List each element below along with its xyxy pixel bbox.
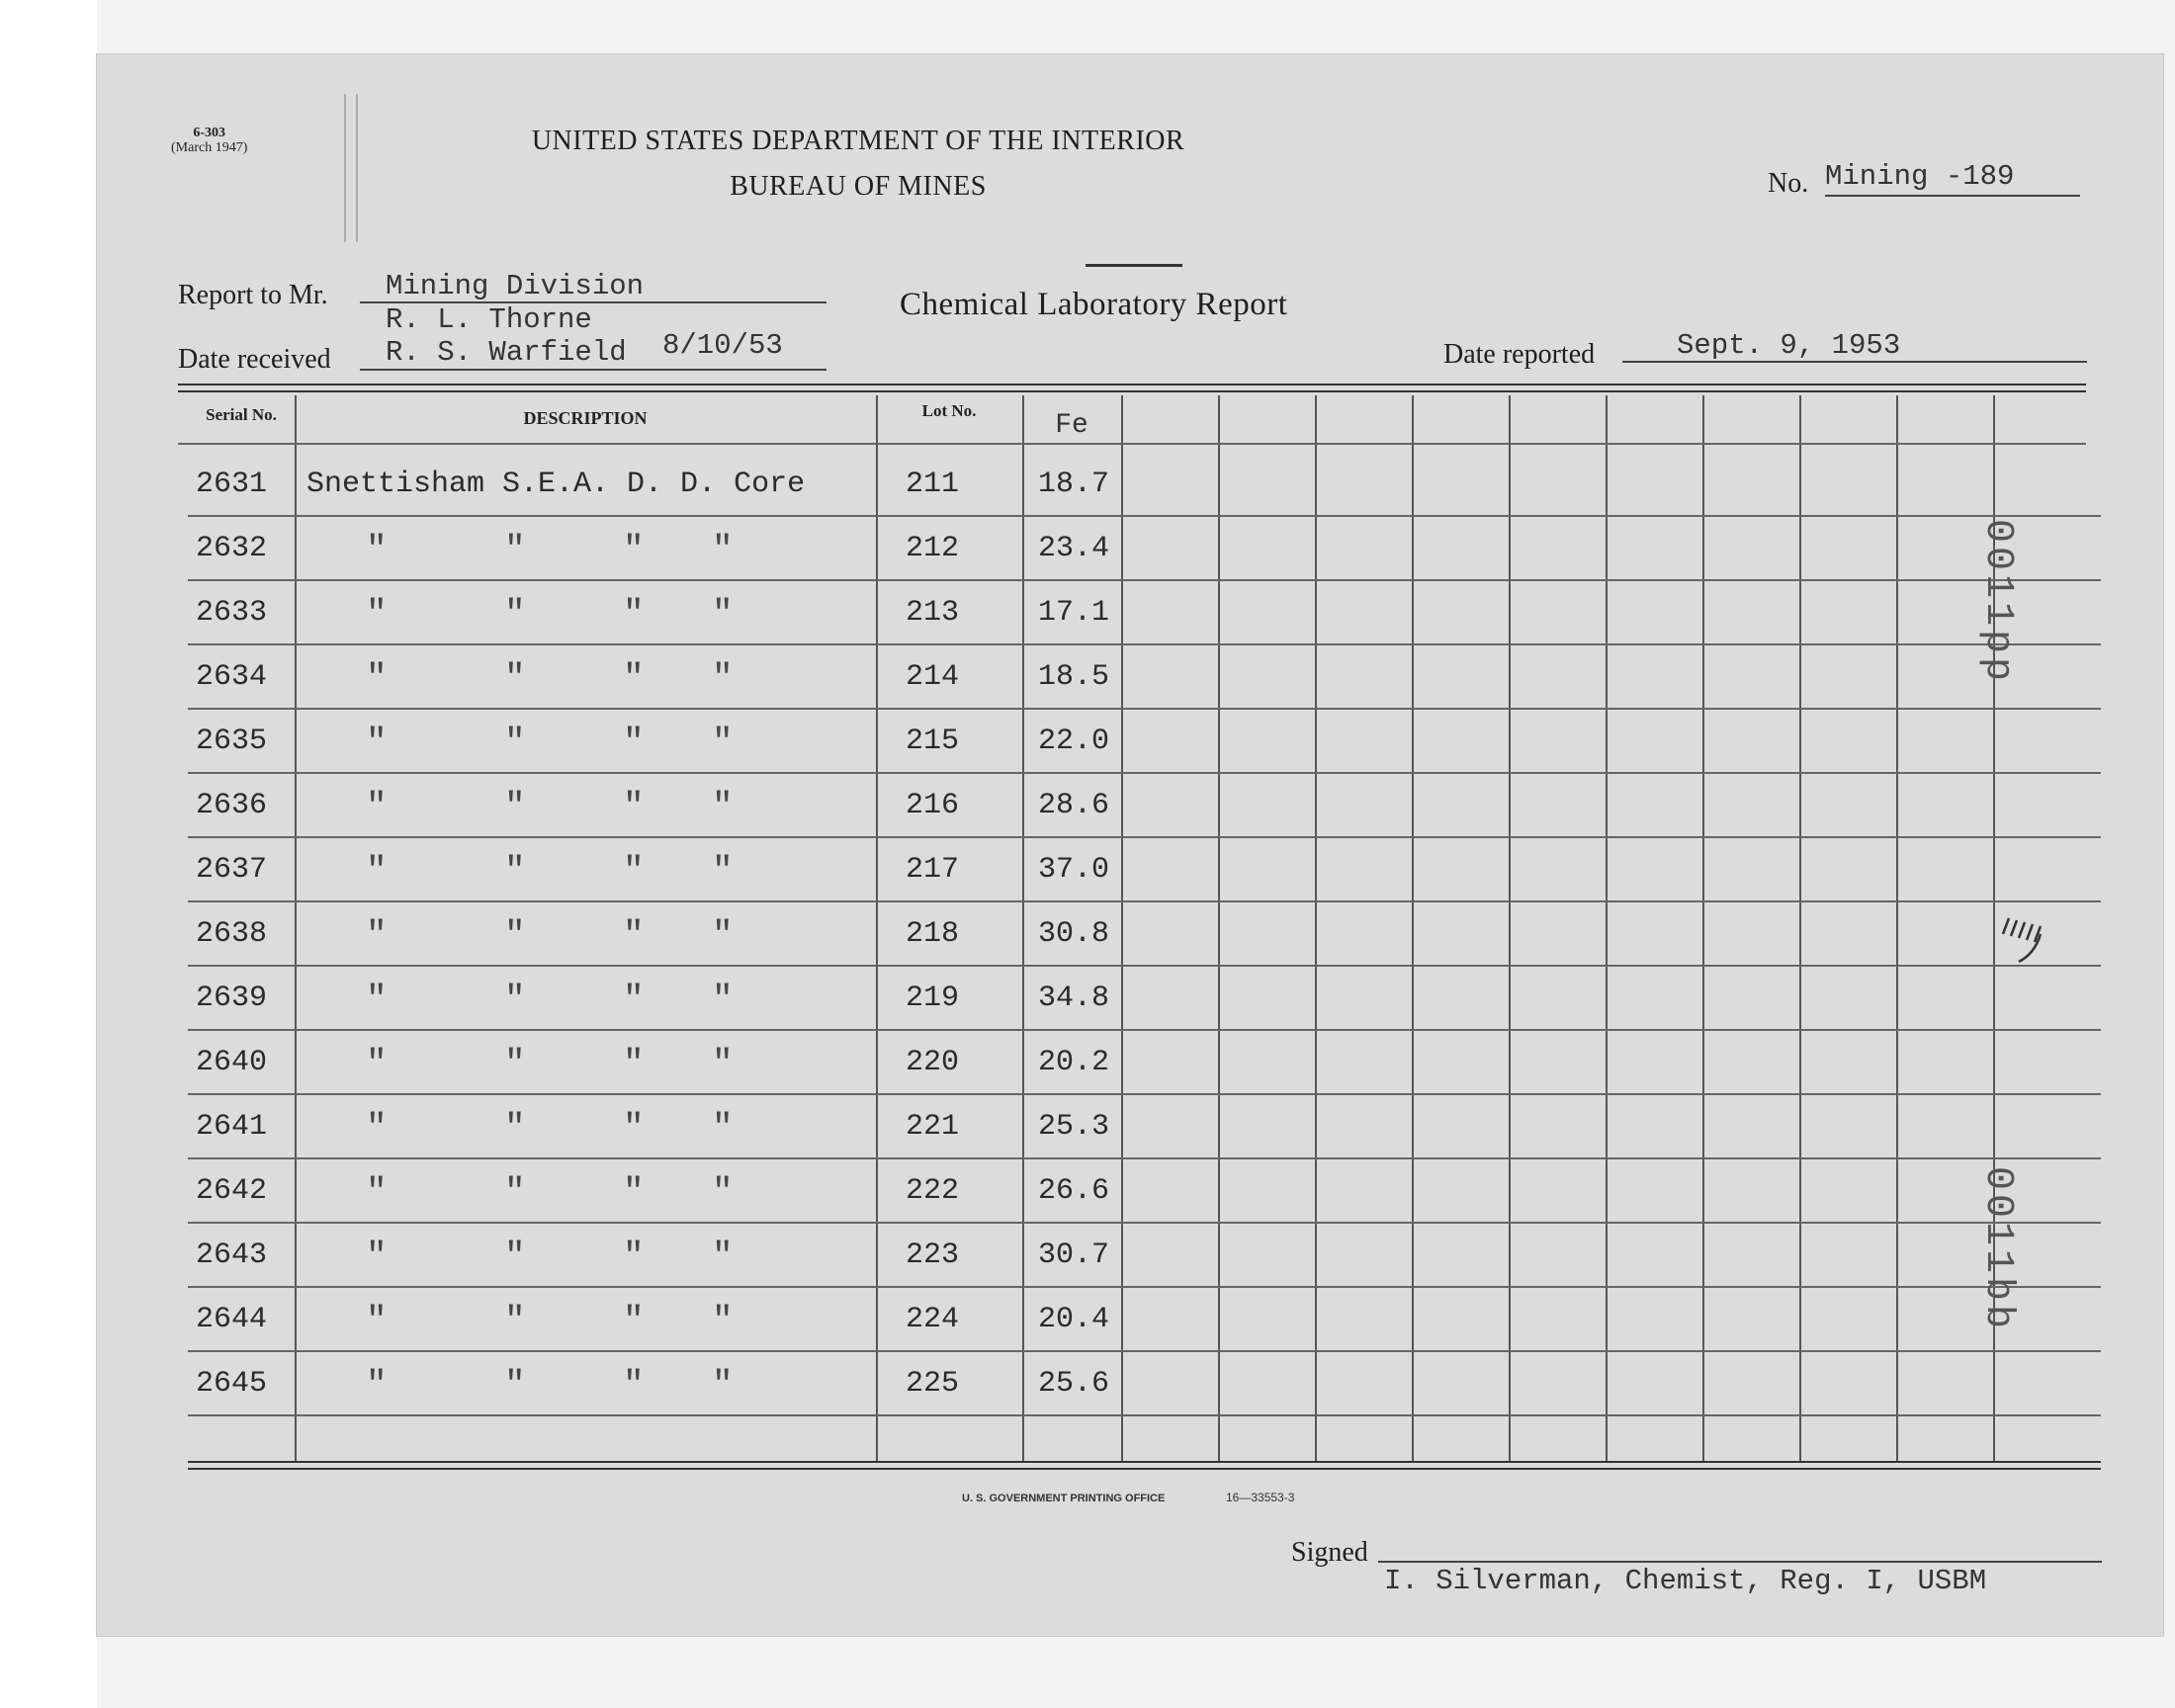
cell-ditto-mark: " <box>366 1365 388 1406</box>
cell-ditto-mark: " <box>504 1301 526 1341</box>
cell-ditto-mark: " <box>623 980 645 1020</box>
cell-serial-no: 2642 <box>196 1174 268 1208</box>
cell-ditto-mark: " <box>504 915 526 956</box>
cell-ditto-mark: " <box>366 658 388 699</box>
cell-serial-no: 2643 <box>196 1238 268 1272</box>
cell-ditto-mark: " <box>504 980 526 1020</box>
cell-ditto-mark: " <box>712 851 734 892</box>
date-reported-label: Date reported <box>1443 339 1596 370</box>
report-to-label: Report to Mr. <box>178 280 328 310</box>
bureau-title: BUREAU OF MINES <box>730 171 987 202</box>
row-rule <box>188 1157 2101 1159</box>
cell-ditto-mark: " <box>366 594 388 635</box>
table-bottom-rule <box>188 1468 2101 1470</box>
cell-ditto-mark: " <box>366 1108 388 1149</box>
row-rule <box>188 579 2101 581</box>
signed-value: I. Silverman, Chemist, Reg. I, USBM <box>1384 1565 1987 1597</box>
cell-lot-no: 217 <box>906 853 960 887</box>
cell-fe: 18.7 <box>1038 468 1110 501</box>
cell-ditto-mark: " <box>504 530 526 570</box>
cell-serial-no: 2637 <box>196 853 268 887</box>
cell-ditto-mark: " <box>623 1172 645 1213</box>
header-fe: Fe <box>1055 410 1088 441</box>
cell-ditto-mark: " <box>623 915 645 956</box>
cell-ditto-mark: " <box>623 594 645 635</box>
cell-serial-no: 2635 <box>196 725 268 758</box>
margin-stamp-top: 0011pp <box>1975 519 2020 686</box>
cell-ditto-mark: " <box>623 658 645 699</box>
agency-title: UNITED STATES DEPARTMENT OF THE INTERIOR <box>531 126 1185 156</box>
form-date: (March 1947) <box>171 140 248 155</box>
cell-ditto-mark: " <box>712 658 734 699</box>
binder-mark <box>344 94 346 242</box>
row-rule <box>188 1093 2101 1095</box>
column-line <box>1121 395 1123 1461</box>
cell-ditto-mark: " <box>623 1237 645 1277</box>
row-rule <box>188 1286 2101 1288</box>
cell-ditto-mark: " <box>623 1365 645 1406</box>
cell-ditto-mark: " <box>504 1044 526 1084</box>
cell-fe: 25.6 <box>1038 1367 1110 1401</box>
cell-serial-no: 2638 <box>196 917 268 951</box>
row-rule <box>188 1029 2101 1031</box>
margin-stamp-bottom: 0011bb <box>1975 1166 2020 1333</box>
column-line <box>1218 395 1220 1461</box>
form-number: 6-303 <box>193 126 226 140</box>
column-line <box>1896 395 1898 1461</box>
cell-lot-no: 215 <box>906 725 960 758</box>
cell-fe: 18.5 <box>1038 660 1110 694</box>
cell-ditto-mark: " <box>504 1172 526 1213</box>
table-top-rule <box>178 384 2086 385</box>
cell-lot-no: 212 <box>906 532 960 565</box>
cell-ditto-mark: " <box>366 787 388 827</box>
cell-fe: 26.6 <box>1038 1174 1110 1208</box>
cell-fe: 20.2 <box>1038 1046 1110 1079</box>
column-line <box>1702 395 1704 1461</box>
cell-fe: 20.4 <box>1038 1303 1110 1336</box>
cell-ditto-mark: " <box>623 530 645 570</box>
cell-serial-no: 2631 <box>196 468 268 501</box>
header-serial-no: Serial No. <box>206 405 277 424</box>
cell-ditto-mark: " <box>623 723 645 763</box>
cell-fe: 34.8 <box>1038 982 1110 1015</box>
number-value: Mining -189 <box>1825 160 2015 193</box>
cell-lot-no: 220 <box>906 1046 960 1079</box>
cell-lot-no: 216 <box>906 789 960 822</box>
report-to-line-3: R. S. Warfield <box>386 336 627 369</box>
printer-code: 16—33553-3 <box>1226 1491 1295 1504</box>
report-to-line-2: R. L. Thorne <box>386 303 592 336</box>
cell-ditto-mark: " <box>712 594 734 635</box>
column-line <box>1022 395 1024 1461</box>
cell-ditto-mark: " <box>712 1365 734 1406</box>
cell-ditto-mark: " <box>366 915 388 956</box>
cell-ditto-mark: " <box>712 530 734 570</box>
cell-lot-no: 218 <box>906 917 960 951</box>
cell-ditto-mark: " <box>504 1108 526 1149</box>
cell-ditto-mark: " <box>623 1301 645 1341</box>
cell-ditto-mark: " <box>504 851 526 892</box>
cell-ditto-mark: " <box>504 1365 526 1406</box>
row-rule <box>188 836 2101 838</box>
cell-fe: 22.0 <box>1038 725 1110 758</box>
cell-ditto-mark: " <box>712 1044 734 1084</box>
row-rule <box>188 515 2101 517</box>
cell-ditto-mark: " <box>712 723 734 763</box>
tally-mark-icon <box>1995 914 2064 983</box>
cell-serial-no: 2639 <box>196 982 268 1015</box>
cell-ditto-mark: " <box>504 1237 526 1277</box>
column-line <box>1509 395 1511 1461</box>
column-line <box>1315 395 1317 1461</box>
row-rule <box>188 1414 2101 1416</box>
cell-serial-no: 2645 <box>196 1367 268 1401</box>
signed-label: Signed <box>1291 1537 1368 1568</box>
cell-ditto-mark: " <box>366 851 388 892</box>
number-label: No. <box>1768 168 1809 199</box>
cell-fe: 30.7 <box>1038 1238 1110 1272</box>
cell-ditto-mark: " <box>623 851 645 892</box>
title-rule <box>1086 264 1182 267</box>
cell-ditto-mark: " <box>712 1301 734 1341</box>
header-description: DESCRIPTION <box>523 408 648 428</box>
row-rule <box>188 1350 2101 1352</box>
row-rule <box>188 772 2101 774</box>
date-received-label: Date received <box>178 344 331 375</box>
row-rule <box>188 1222 2101 1224</box>
binder-mark <box>356 94 358 242</box>
cell-ditto-mark: " <box>712 915 734 956</box>
cell-description: Snettisham S.E.A. D. D. Core <box>306 468 806 501</box>
cell-ditto-mark: " <box>623 1044 645 1084</box>
cell-ditto-mark: " <box>366 980 388 1020</box>
date-received-underline <box>360 369 826 371</box>
cell-ditto-mark: " <box>366 530 388 570</box>
cell-fe: 17.1 <box>1038 596 1110 630</box>
row-rule <box>188 708 2101 710</box>
cell-lot-no: 219 <box>906 982 960 1015</box>
header-lot-no: Lot No. <box>921 401 977 420</box>
cell-ditto-mark: " <box>623 1108 645 1149</box>
cell-ditto-mark: " <box>712 1108 734 1149</box>
cell-ditto-mark: " <box>366 1237 388 1277</box>
cell-lot-no: 214 <box>906 660 960 694</box>
cell-lot-no: 221 <box>906 1110 960 1144</box>
cell-fe: 25.3 <box>1038 1110 1110 1144</box>
cell-fe: 37.0 <box>1038 853 1110 887</box>
cell-ditto-mark: " <box>504 594 526 635</box>
cell-ditto-mark: " <box>504 787 526 827</box>
number-underline <box>1825 195 2080 197</box>
cell-lot-no: 213 <box>906 596 960 630</box>
date-received-value: 8/10/53 <box>662 329 783 362</box>
row-rule <box>188 643 2101 645</box>
table-bottom-rule <box>188 1461 2101 1463</box>
cell-lot-no: 223 <box>906 1238 960 1272</box>
cell-ditto-mark: " <box>712 787 734 827</box>
cell-serial-no: 2644 <box>196 1303 268 1336</box>
column-line <box>1412 395 1414 1461</box>
row-rule <box>188 900 2101 902</box>
cell-ditto-mark: " <box>712 980 734 1020</box>
cell-ditto-mark: " <box>504 723 526 763</box>
lab-report-sheet <box>97 54 2163 1636</box>
report-to-line-1: Mining Division <box>386 270 645 302</box>
cell-lot-no: 211 <box>906 468 960 501</box>
cell-lot-no: 225 <box>906 1367 960 1401</box>
column-line <box>876 395 878 1461</box>
cell-serial-no: 2641 <box>196 1110 268 1144</box>
cell-ditto-mark: " <box>712 1237 734 1277</box>
column-line <box>1606 395 1608 1461</box>
cell-lot-no: 222 <box>906 1174 960 1208</box>
cell-serial-no: 2632 <box>196 532 268 565</box>
cell-serial-no: 2633 <box>196 596 268 630</box>
cell-ditto-mark: " <box>504 658 526 699</box>
cell-fe: 23.4 <box>1038 532 1110 565</box>
cell-ditto-mark: " <box>366 1172 388 1213</box>
signed-underline <box>1378 1561 2102 1563</box>
column-line <box>1799 395 1801 1461</box>
cell-serial-no: 2640 <box>196 1046 268 1079</box>
cell-serial-no: 2636 <box>196 789 268 822</box>
report-title: Chemical Laboratory Report <box>900 287 1288 322</box>
cell-ditto-mark: " <box>623 787 645 827</box>
cell-serial-no: 2634 <box>196 660 268 694</box>
table-top-rule <box>178 390 2086 392</box>
date-reported-underline <box>1622 361 2087 363</box>
row-rule <box>188 965 2101 967</box>
cell-ditto-mark: " <box>366 1301 388 1341</box>
page-left-margin <box>0 0 97 1708</box>
cell-fe: 30.8 <box>1038 917 1110 951</box>
cell-fe: 28.6 <box>1038 789 1110 822</box>
cell-ditto-mark: " <box>366 723 388 763</box>
header-bottom-rule <box>178 443 2086 445</box>
printer-line: U. S. GOVERNMENT PRINTING OFFICE <box>962 1493 1166 1504</box>
date-reported-value: Sept. 9, 1953 <box>1677 329 1901 362</box>
cell-lot-no: 224 <box>906 1303 960 1336</box>
cell-ditto-mark: " <box>712 1172 734 1213</box>
cell-ditto-mark: " <box>366 1044 388 1084</box>
column-line <box>295 395 297 1461</box>
